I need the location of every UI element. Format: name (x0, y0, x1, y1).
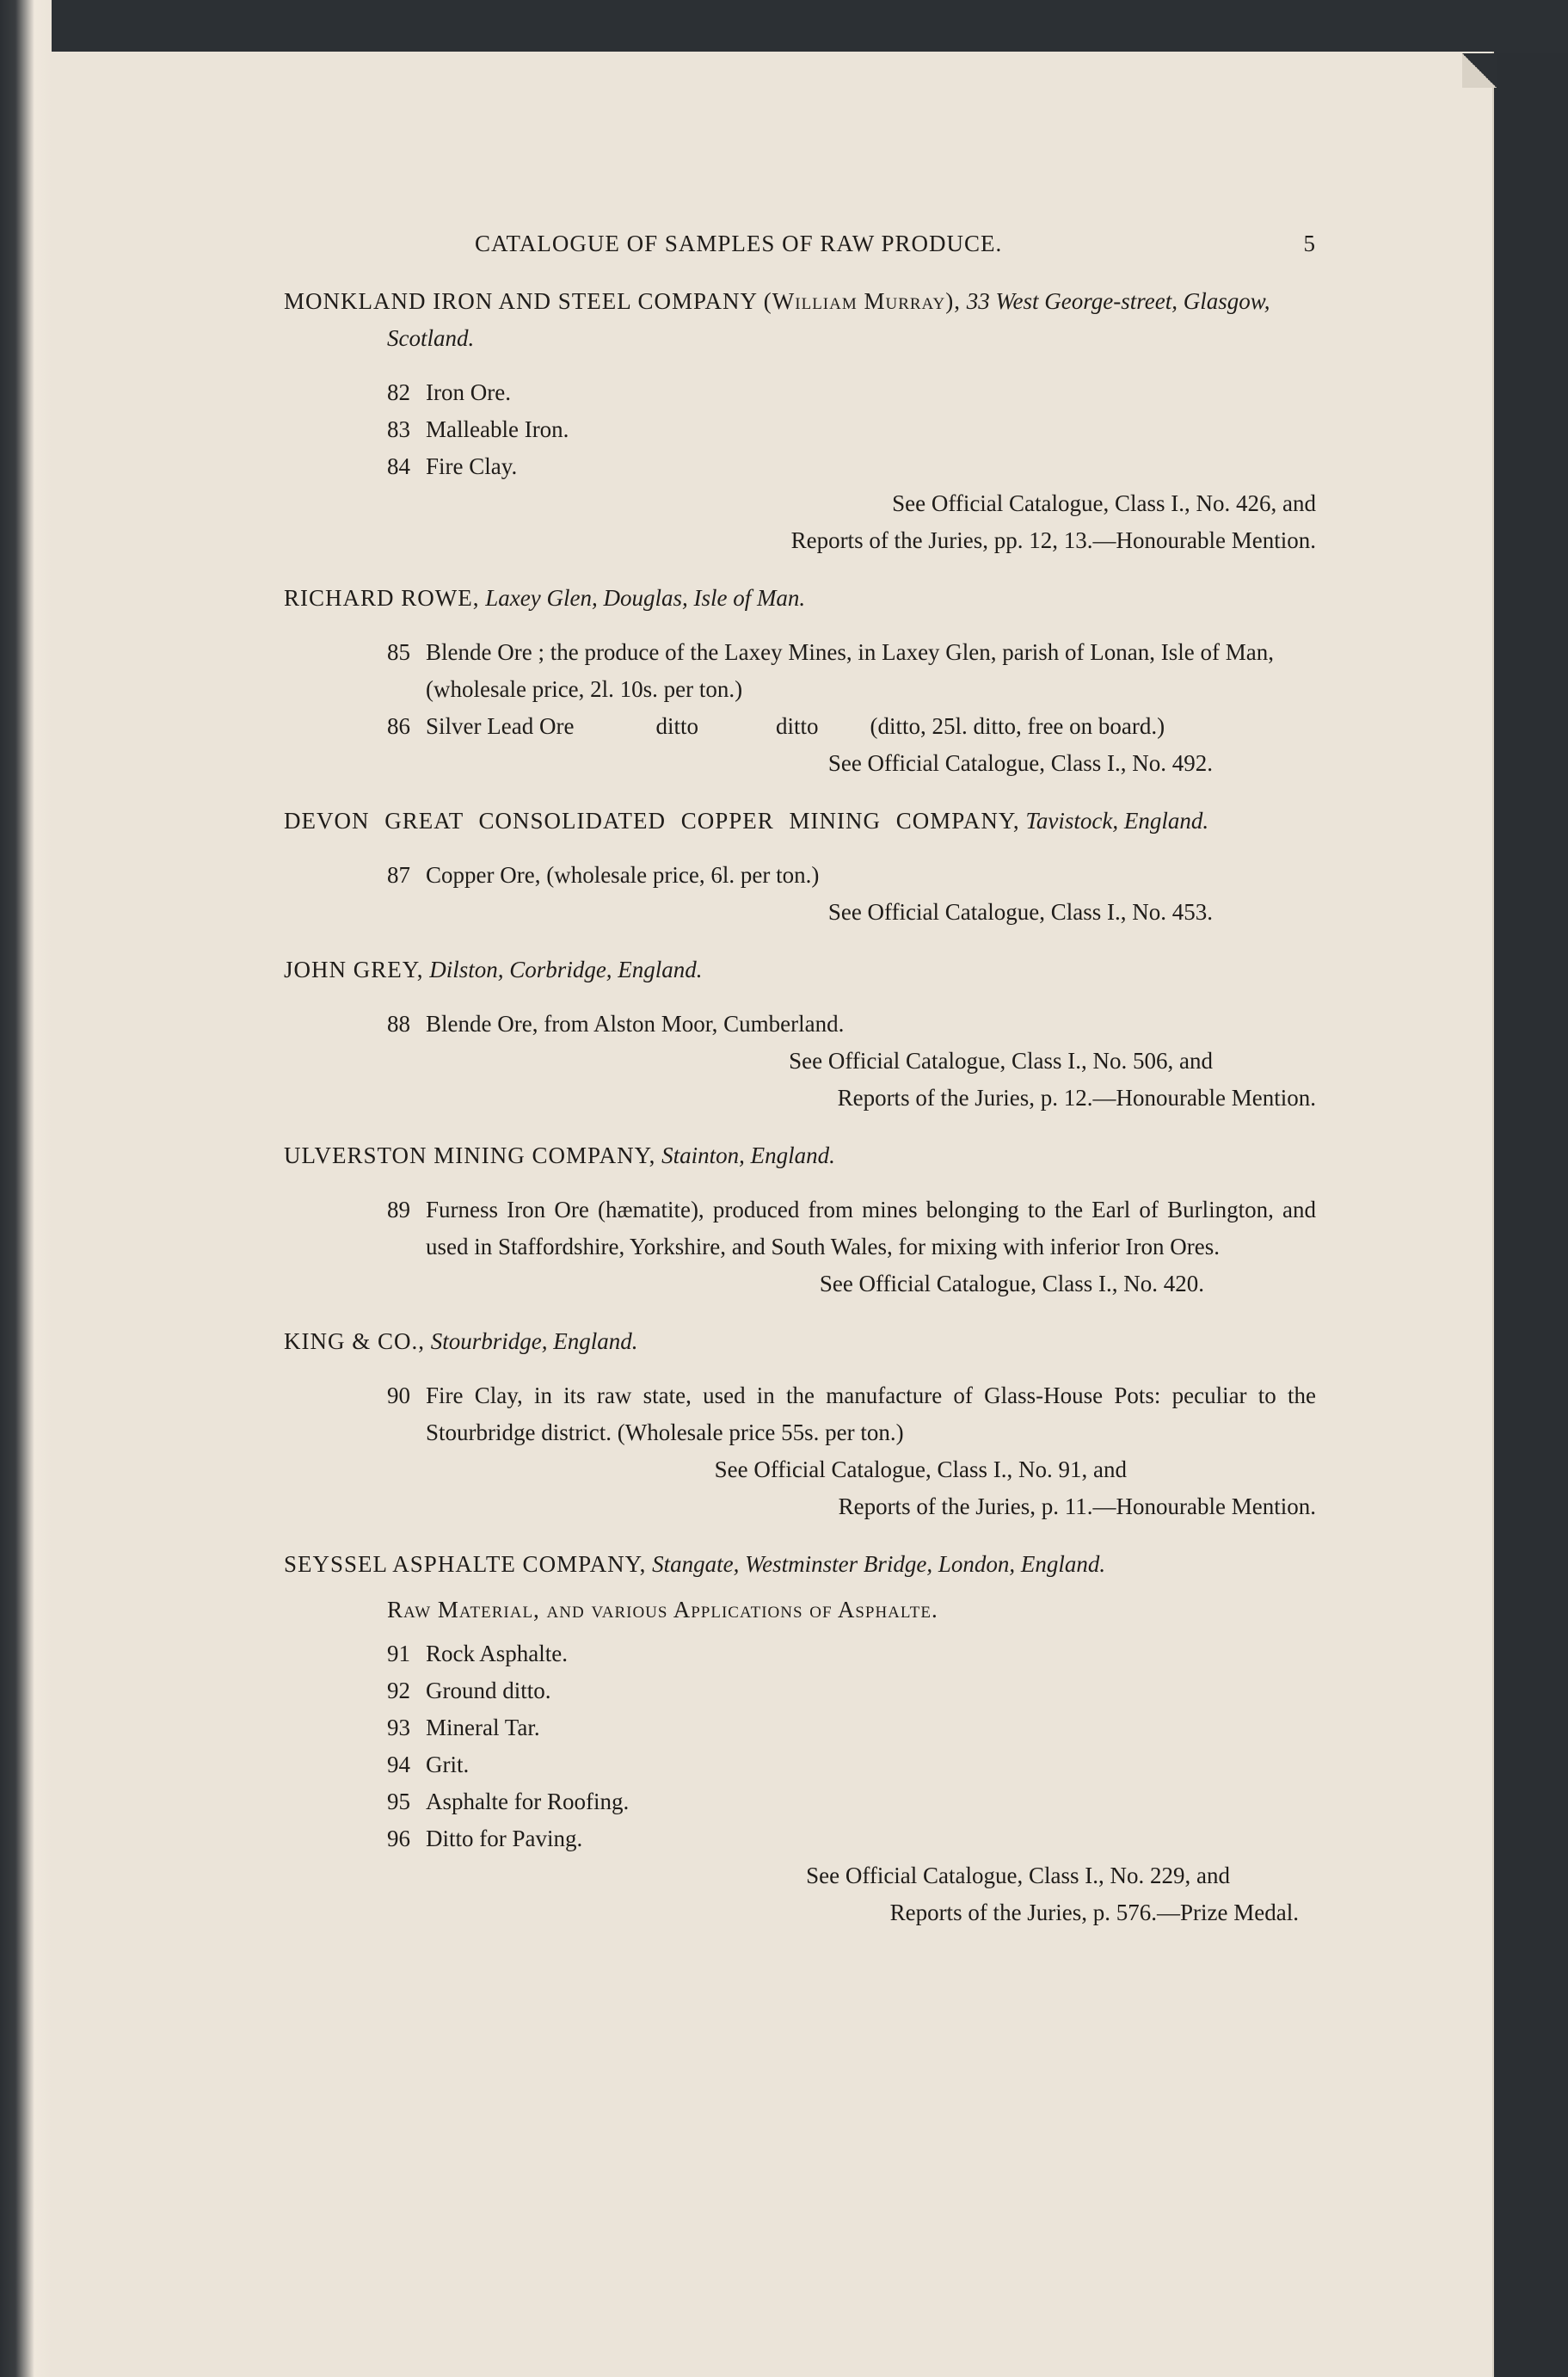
exhibitor-name: RICHARD ROWE, (284, 585, 480, 611)
list-item: 87 Copper Ore, (wholesale price, 6l. per ton.) (387, 862, 820, 888)
catalogue-reference: See Official Catalogue, Class I., No. 492. (827, 750, 1213, 776)
list-item: 96 Ditto for Paving. (387, 1826, 583, 1851)
exhibitor-name: ULVERSTON MINING COMPANY, (284, 1142, 656, 1168)
catalogue-reference: See Official Catalogue, Class I., No. 91, and (714, 1456, 1127, 1482)
exhibitor-address: Laxey Glen, Douglas, Isle of Man. (485, 585, 806, 611)
exhibitor-heading (284, 803, 1316, 840)
page-content (284, 225, 1316, 1931)
list-item: 89 Furness Iron Ore (hæmatite), produced from mines belonging to the Earl of Burlington, and used in Staffordshire, Yorkshire, and South Wales, for mixing with inferior Iron Ores. (387, 1197, 1316, 1259)
catalogue-reference: See Official Catalogue, Class I., No. 420. (819, 1271, 1204, 1296)
list-item: 95 Asphalte for Roofing. (387, 1789, 630, 1814)
running-title: CATALOGUE OF SAMPLES OF RAW PRODUCE. (475, 231, 1003, 256)
exhibitor-name: DEVON GREAT CONSOLIDATED COPPER MINING COMPANY, (284, 808, 1020, 834)
scan-background (0, 0, 1568, 53)
catalogue-entry (284, 803, 1316, 931)
juries-reference: Reports of the Juries, p. 11.—Honourable Mention. (838, 1493, 1316, 1519)
exhibitor-heading (284, 283, 1316, 357)
catalogue-entry (284, 951, 1316, 1117)
exhibitor-name: KING & CO., (284, 1328, 425, 1354)
catalogue-entry (284, 1323, 1316, 1525)
exhibitor-heading (284, 1137, 1316, 1174)
list-item: 84 Fire Clay. (387, 453, 518, 479)
juries-reference: Reports of the Juries, p. 12.—Honourable Mention. (837, 1085, 1316, 1111)
book-spine (0, 0, 52, 2377)
catalogue-entry (284, 580, 1316, 782)
exhibitor-address: Stourbridge, England. (430, 1328, 638, 1354)
catalogue-reference: See Official Catalogue, Class I., No. 229, and (806, 1863, 1230, 1888)
page-number: 5 (1303, 231, 1316, 256)
exhibitor-heading (284, 580, 1316, 617)
page-corner (1462, 53, 1497, 88)
running-header (284, 225, 1316, 262)
juries-reference: Reports of the Juries, pp. 12, 13.—Honourable Mention. (790, 527, 1316, 553)
list-item: 92 Ground ditto. (387, 1678, 551, 1703)
juries-reference: Reports of the Juries, p. 576.—Prize Medal. (889, 1900, 1299, 1925)
catalogue-entry (284, 1546, 1316, 1931)
exhibitor-address: Stangate, Westminster Bridge, London, England. (652, 1551, 1106, 1577)
exhibitor-name: SEYSSEL ASPHALTE COMPANY, (284, 1551, 647, 1577)
list-item: 93 Mineral Tar. (387, 1715, 540, 1740)
exhibitor-heading (284, 1323, 1316, 1360)
list-item: 86 Silver Lead Ore ditto ditto (ditto, 25l. ditto, free on board.) (387, 713, 1165, 739)
list-item: 88 Blende Ore, from Alston Moor, Cumberland. (387, 1011, 845, 1037)
catalogue-reference: See Official Catalogue, Class I., No. 506, and (789, 1048, 1213, 1074)
list-item: 90 Fire Clay, in its raw state, used in the manufacture of Glass-House Pots: peculiar to the Stourbridge district. (Wholesale price 55s. per ton.) (387, 1382, 1316, 1445)
exhibitor-name: JOHN GREY, (284, 957, 424, 982)
exhibitor-heading (284, 1546, 1316, 1583)
list-item: 83 Malleable Iron. (387, 416, 569, 442)
exhibitor-address: 33 West George-street, Glasgow, Scotland. (387, 288, 1270, 351)
catalogue-reference: See Official Catalogue, Class I., No. 426, and (892, 490, 1316, 516)
exhibitor-address: Stainton, England. (661, 1142, 835, 1168)
list-item: 91 Rock Asphalte. (387, 1641, 568, 1666)
section-subheading: Raw Material, and various Applications of Asphalte. (387, 1597, 938, 1623)
catalogue-reference: See Official Catalogue, Class I., No. 453. (827, 899, 1213, 925)
exhibitor-address: Tavistock, England. (1025, 808, 1209, 834)
exhibitor-heading (284, 951, 1316, 988)
exhibitor-person: (William Murray), (763, 288, 962, 314)
exhibitor-name: MONKLAND IRON AND STEEL COMPANY (284, 288, 759, 314)
exhibitor-address: Dilston, Corbridge, England. (429, 957, 703, 982)
catalogue-entry (284, 283, 1316, 559)
list-item: 85 Blende Ore ; the produce of the Laxey Mines, in Laxey Glen, parish of Lonan, Isle of Man, (wholesale price, 2l. 10s. per ton.) (387, 639, 1274, 702)
catalogue-entry (284, 1137, 1316, 1302)
list-item: 94 Grit. (387, 1752, 470, 1777)
list-item: 82 Iron Ore. (387, 379, 511, 405)
